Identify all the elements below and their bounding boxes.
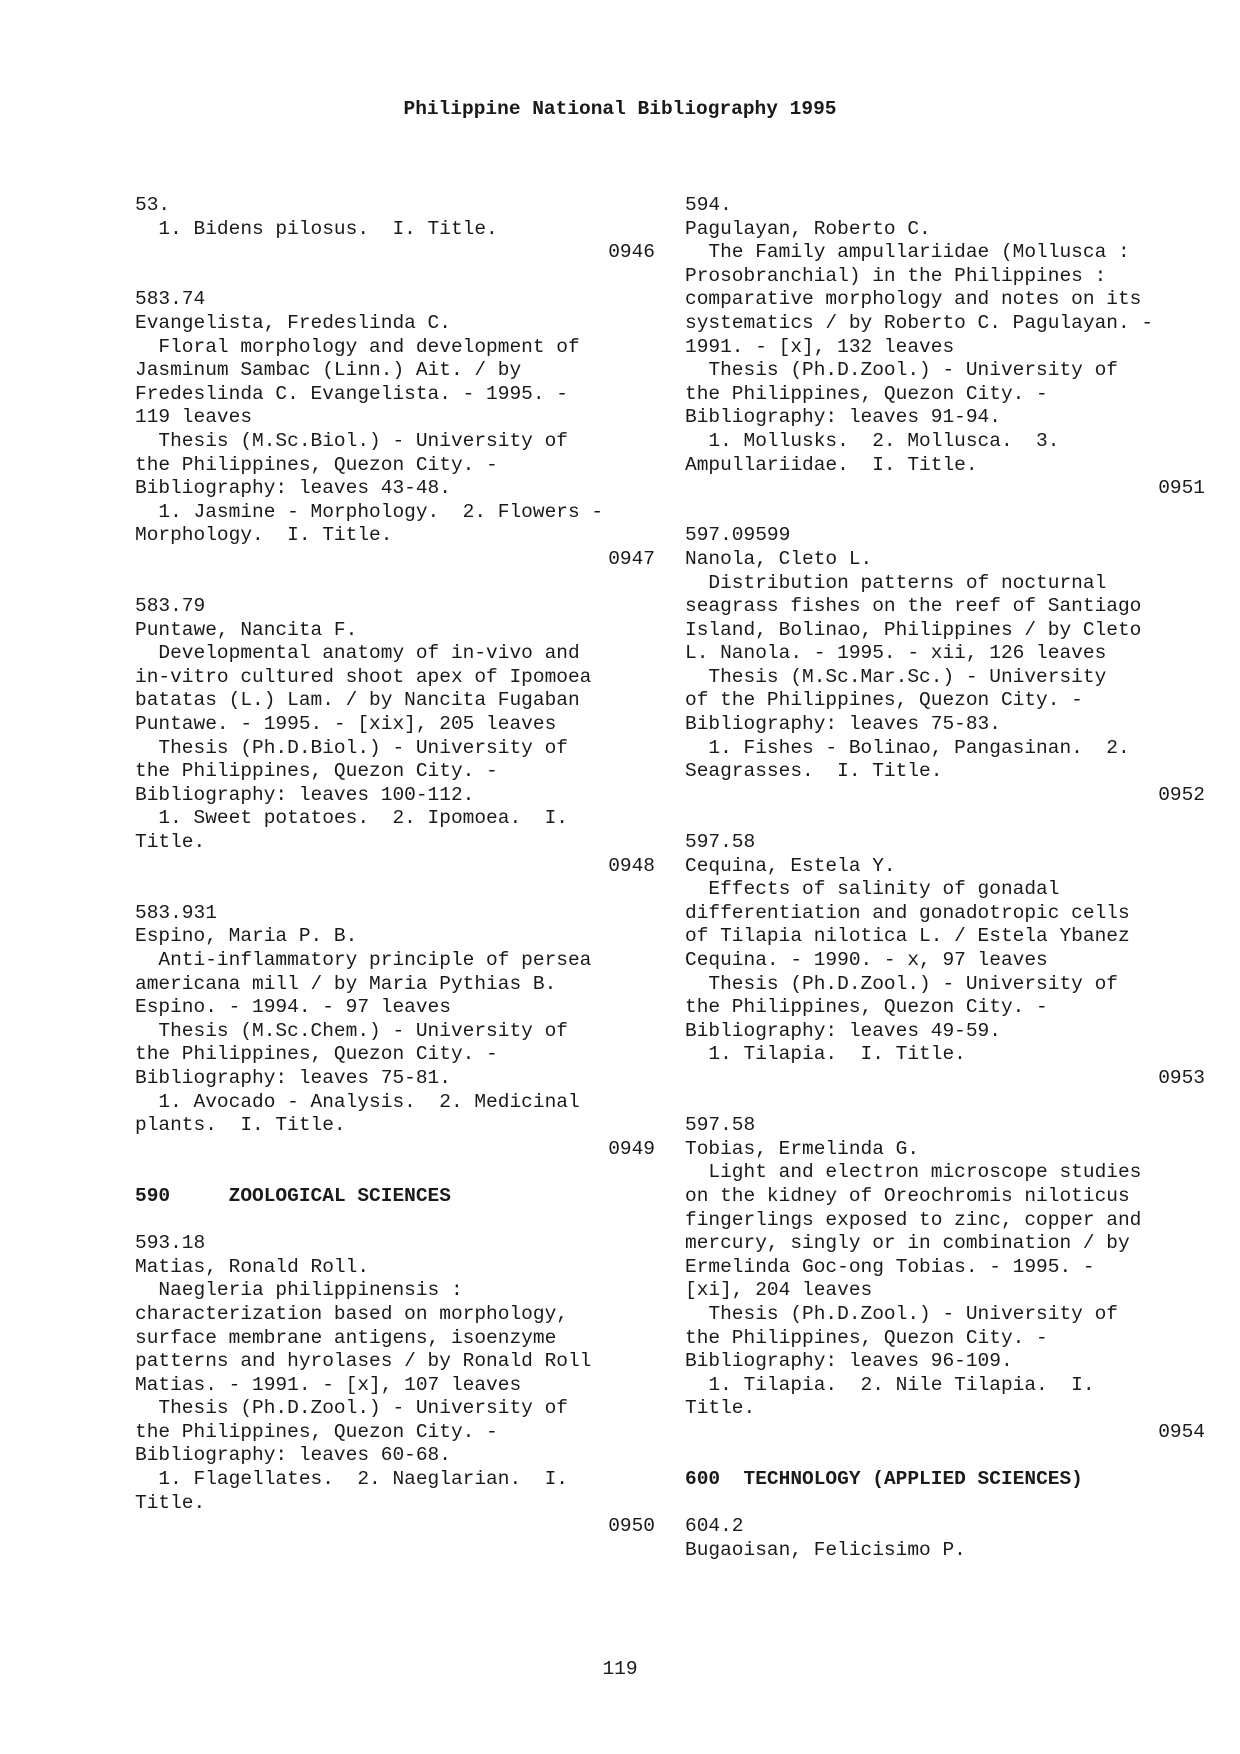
bibliography-entry [135,902,655,1162]
bibliography-entry [685,194,1205,501]
section-heading [685,1468,1205,1492]
entry-line: Title. [135,831,206,854]
entry-number: 0952 [1158,783,1205,806]
entry-line: 1. Flagellates. 2. Naeglarian. I. [135,1468,568,1491]
bibliography-entry [685,1114,1205,1444]
entry-line: 1. Fishes - Bolinao, Pangasinan. 2. [685,736,1130,759]
entry-line: Floral morphology and development of [135,335,580,358]
entry-line: 597.58 [685,1114,756,1137]
spacer [135,1539,655,1563]
entry-line: Distribution patterns of nocturnal [685,571,1107,594]
entry-line: Bibliography: leaves 49-59. [685,1019,1001,1042]
entry-line: on the kidney of Oreochromis niloticus [685,1184,1130,1207]
entry-number: 0946 [608,241,655,264]
bibliography-entry [685,1515,1205,1562]
entry-line: Thesis (Ph.D.Zool.) - University of [685,1302,1118,1325]
entry-line: of Tilapia nilotica L. / Estela Ybanez [685,925,1130,948]
entry-line: systematics / by Roberto C. Pagulayan. - [685,311,1154,334]
entry-line: 53. [135,194,171,216]
entry-line: Prosobranchial) in the Philippines : [685,264,1107,287]
entry-line: Thesis (M.Sc.Mar.Sc.) - University [685,665,1107,688]
entry-line: Thesis (Ph.D.Biol.) - University of [135,736,568,759]
entry-line: Bibliography: leaves 100-112. [135,783,475,806]
entry-line: Bibliography: leaves 43-48. [135,477,451,500]
entry-line: 583.74 [135,288,206,311]
entry-line: Bugaoisan, Felicisimo P. [685,1538,966,1561]
entry-line: 1. Bidens pilosus. I. Title. [135,217,498,240]
entry-line: surface membrane antigens, isoenzyme [135,1326,557,1349]
section-label: TECHNOLOGY (APPLIED SCIENCES) [743,1468,1083,1491]
section-code: 590 [135,1184,171,1207]
entry-line: 594. [685,194,732,216]
entry-line: Morphology. I. Title. [135,524,393,547]
bibliography-entry [685,831,1205,1091]
entry-line: Thesis (Ph.D.Zool.) - University of [685,972,1118,995]
entry-line: Thesis (Ph.D.Zool.) - University of [685,359,1118,382]
bibliography-entry [135,288,655,571]
entry-line: Seagrasses. I. Title. [685,760,943,783]
entry-number: 0953 [1158,1066,1205,1089]
entry-line: Thesis (M.Sc.Biol.) - University of [135,429,568,452]
bibliography-entry [685,524,1205,807]
entry-line: Developmental anatomy of in-vivo and [135,642,580,665]
entry-line: 597.09599 [685,524,791,547]
entry-line: Espino, Maria P. B. [135,925,358,948]
entry-line: 583.931 [135,901,217,924]
page-number: 119 [602,1658,638,1680]
entry-line: Anti-inflammatory principle of persea [135,949,592,971]
entry-line: the Philippines, Quezon City. - [135,1420,498,1443]
entry-number: 0954 [1158,1420,1205,1443]
entry-line: fingerlings exposed to zinc, copper and [685,1208,1142,1231]
page-title: Philippine National Bibliography 1995 [403,98,837,120]
entry-line: 1. Avocado - Analysis. 2. Medicinal [135,1090,580,1113]
entry-line: Bibliography: leaves 96-109. [685,1350,1013,1373]
spacer [685,1091,1205,1115]
entry-line: Cequina, Estela Y. [685,854,896,877]
entry-number: 0947 [608,547,655,570]
entry-line: the Philippines, Quezon City. - [685,996,1048,1019]
entry-line: Evangelista, Fredeslinda C. [135,311,451,334]
entry-line: 597.58 [685,831,756,854]
spacer [685,1444,1205,1468]
entry-line: Title. [135,1491,206,1514]
entry-line: plants. I. Title. [135,1114,346,1137]
entry-line: Light and electron microscope studies [685,1161,1142,1184]
entry-line: of the Philippines, Quezon City. - [685,689,1083,712]
entry-line: batatas (L.) Lam. / by Nancita Fugaban [135,689,580,712]
entry-line: Ermelinda Goc-ong Tobias. - 1995. - [685,1255,1095,1278]
spacer [685,1492,1205,1516]
entry-line: [xi], 204 leaves [685,1279,873,1302]
entry-line: Pagulayan, Roberto C. [685,217,931,240]
entry-line: in-vitro cultured shoot apex of Ipomoea [135,665,592,688]
entry-number: 0949 [608,1137,655,1160]
entry-line: differentiation and gonadotropic cells [685,901,1130,924]
entry-line: Nanola, Cleto L. [685,547,873,570]
entry-line: The Family ampullariidae (Mollusca : [685,241,1130,264]
entry-line: Cequina. - 1990. - x, 97 leaves [685,949,1048,971]
entry-line: 604.2 [685,1515,744,1538]
entry-line: Matias, Ronald Roll. [135,1255,370,1278]
entry-line: Bibliography: leaves 60-68. [135,1444,451,1467]
entry-line: 1. Tilapia. 2. Nile Tilapia. I. [685,1373,1095,1396]
entry-line: patterns and hyrolases / by Ronald Roll [135,1350,592,1373]
entry-line: Matias. - 1991. - [x], 107 leaves [135,1373,522,1396]
entry-line: Bibliography: leaves 91-94. [685,406,1001,429]
entry-line: Fredeslinda C. Evangelista. - 1995. - [135,382,568,405]
entry-line: 1. Mollusks. 2. Mollusca. 3. [685,429,1060,452]
entry-line: characterization based on morphology, [135,1302,568,1325]
entry-line: comparative morphology and notes on its [685,288,1142,311]
section-label: ZOOLOGICAL SCIENCES [228,1184,451,1207]
spacer [685,1562,1205,1586]
entry-number: 0950 [608,1515,655,1538]
spacer [135,878,655,902]
entry-line: 1. Tilapia. I. Title. [685,1043,966,1066]
spacer [135,572,655,596]
bibliography-entry [135,194,655,265]
entry-line: Puntawe. - 1995. - [xix], 205 leaves [135,713,557,736]
entry-line: the Philippines, Quezon City. - [685,382,1048,405]
spacer [135,1161,655,1185]
right-column [685,194,1205,1586]
entry-line: Jasminum Sambac (Linn.) Ait. / by [135,359,522,382]
entry-line: 119 leaves [135,406,253,429]
entry-line: seagrass fishes on the reef of Santiago [685,595,1142,618]
entry-line: Island, Bolinao, Philippines / by Cleto [685,618,1142,641]
entry-line: Bibliography: leaves 75-81. [135,1066,451,1089]
entry-line: the Philippines, Quezon City. - [135,1043,498,1066]
spacer [135,1209,655,1233]
entry-line: the Philippines, Quezon City. - [135,760,498,783]
entry-line: Puntawe, Nancita F. [135,618,358,641]
entry-line: mercury, singly or in combination / by [685,1232,1130,1255]
entry-number: 0951 [1158,477,1205,500]
spacer [685,807,1205,831]
bibliography-entry [135,1232,655,1539]
spacer [135,265,655,289]
entry-line: Tobias, Ermelinda G. [685,1137,920,1160]
entry-line: Naegleria philippinensis : [135,1279,463,1302]
entry-number: 0948 [608,854,655,877]
entry-line: 1. Jasmine - Morphology. 2. Flowers - [135,500,604,523]
entry-line: americana mill / by Maria Pythias B. [135,972,557,995]
entry-line: 593.18 [135,1232,206,1255]
bibliography-entry [135,595,655,878]
entry-line: 1. Sweet potatoes. 2. Ipomoea. I. [135,807,568,830]
entry-line: the Philippines, Quezon City. - [135,453,498,476]
entry-line: Ampullariidae. I. Title. [685,453,978,476]
spacer [685,501,1205,525]
entry-line: Thesis (Ph.D.Zool.) - University of [135,1397,568,1420]
section-heading [135,1185,655,1209]
entry-line: Effects of salinity of gonadal [685,878,1060,901]
entry-line: L. Nanola. - 1995. - xii, 126 leaves [685,642,1107,665]
section-code: 600 [685,1468,721,1491]
entry-line: the Philippines, Quezon City. - [685,1326,1048,1349]
left-column [135,194,655,1562]
entry-line: Thesis (M.Sc.Chem.) - University of [135,1019,568,1042]
entry-line: Title. [685,1397,756,1420]
entry-line: Bibliography: leaves 75-83. [685,713,1001,736]
entry-line: Espino. - 1994. - 97 leaves [135,996,451,1019]
entry-line: 583.79 [135,595,206,618]
entry-line: 1991. - [x], 132 leaves [685,335,955,358]
